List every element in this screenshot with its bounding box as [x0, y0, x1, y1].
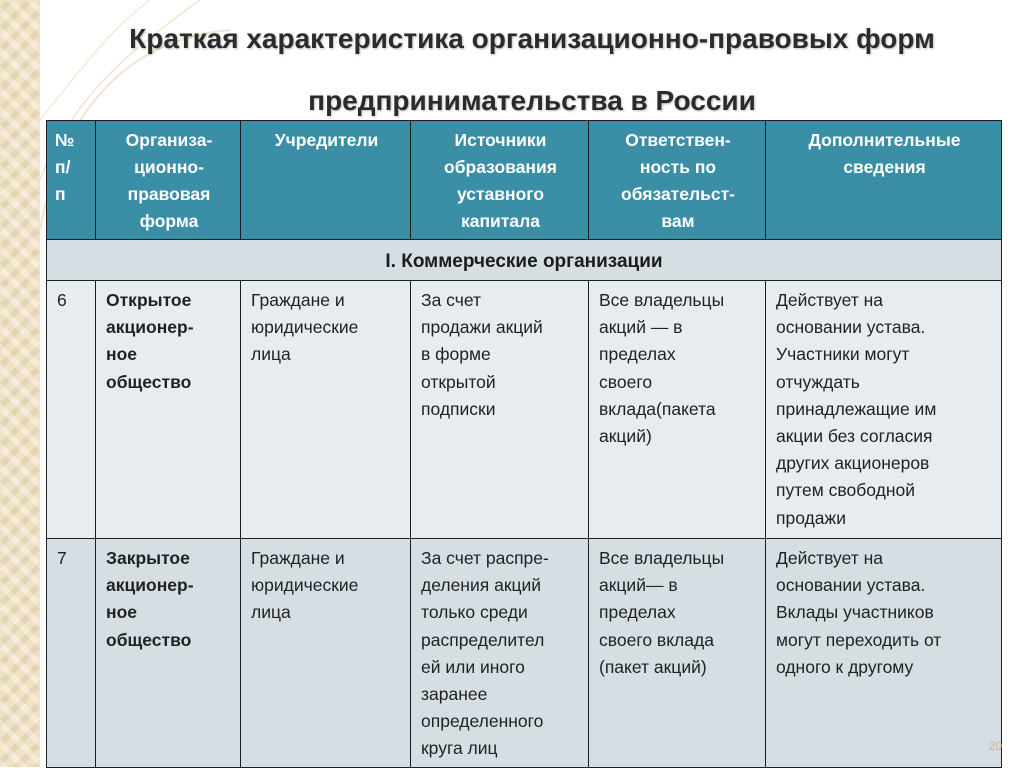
- header-founders: Учредители: [241, 121, 411, 240]
- cell-liability: Все владельцы акций — в пределах своего вклада(пакета акций): [589, 281, 766, 539]
- table-row: [47, 539, 1002, 768]
- title-line-2: предпринимательства в России: [308, 85, 756, 116]
- cell-extra-info: Действует на основании устава. Вклады участников могут переходить от одного к другому: [766, 539, 1002, 768]
- cell-founders: Граждане и юридические лица: [241, 539, 411, 768]
- page-title: [40, 8, 1024, 132]
- cell-capital: За счет распре- деления акций только среди распределител ей или иного заранее определенного круга лиц: [411, 539, 589, 768]
- cell-extra-info: Действует на основании устава. Участники могут отчуждать принадлежащие им акции без согласия других акционеров путем свободной продажи: [766, 281, 1002, 539]
- cell-liability: Все владельцы акций— в пределах своего вклада (пакет акций): [589, 539, 766, 768]
- title-line-1: Краткая характеристика организационно-правовых форм: [129, 23, 935, 54]
- header-liability: Ответствен- ность по обязательст- вам: [589, 121, 766, 240]
- section-row: [47, 240, 1002, 281]
- cell-org-form: Закрытое акционер- ное общество: [96, 539, 241, 768]
- cell-org-form: Открытое акционер- ное общество: [96, 281, 241, 539]
- cell-capital: За счет продажи акций в форме открытой подписки: [411, 281, 589, 539]
- header-number: № п/ п: [47, 121, 96, 240]
- cell-number: 7: [47, 539, 96, 768]
- header-extra-info: Дополнительные сведения: [766, 121, 1002, 240]
- page-number: 20: [988, 739, 1002, 753]
- cell-founders: Граждане и юридические лица: [241, 281, 411, 539]
- header-org-form: Организа- ционно- правовая форма: [96, 121, 241, 240]
- section-title: I. Коммерческие организации: [47, 240, 1002, 281]
- table-header-row: [47, 121, 1002, 240]
- org-forms-table: [46, 120, 1002, 768]
- cell-number: 6: [47, 281, 96, 539]
- header-capital-sources: Источники образования уставного капитала: [411, 121, 589, 240]
- table-row: [47, 281, 1002, 539]
